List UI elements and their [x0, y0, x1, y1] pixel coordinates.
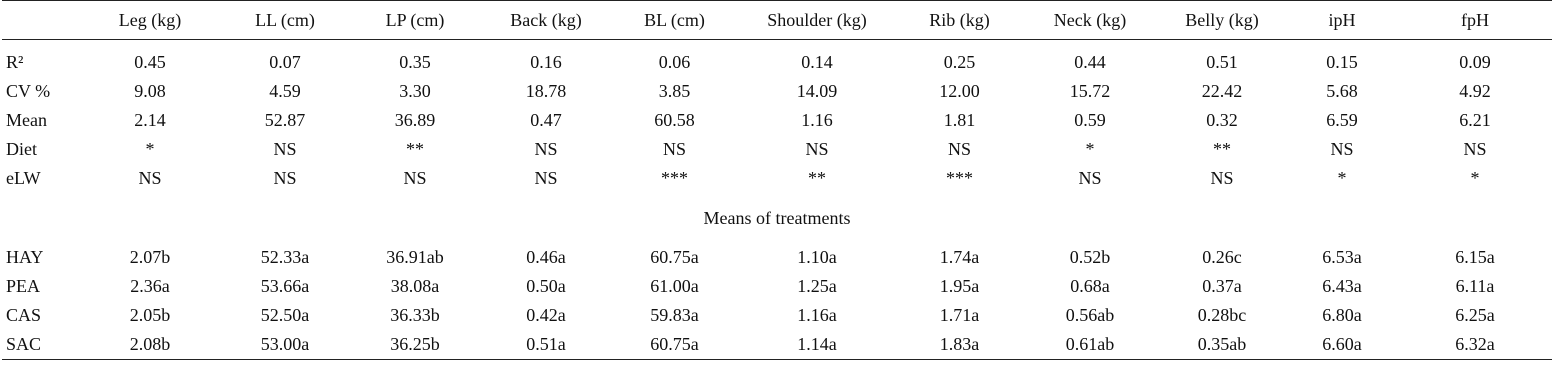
table-cell: 6.11a — [1455, 276, 1495, 296]
table-cell: 1.14a — [737, 330, 897, 360]
table-row — [2, 272, 1552, 301]
table-cell: 60.58 — [654, 110, 695, 130]
table-cell: 6.59 — [1326, 110, 1358, 130]
table-cell: 61.00a — [650, 276, 699, 296]
table-cell: 0.14 — [801, 52, 833, 72]
table-cell: NS — [947, 139, 971, 159]
stats-row-label: eLW — [6, 168, 41, 188]
table-cell: 53.00a — [220, 330, 350, 360]
table-cell: * — [1470, 168, 1480, 188]
table-cell: 0.15 — [1326, 52, 1358, 72]
table-cell: 0.16 — [530, 52, 562, 72]
table-row — [2, 135, 1552, 164]
table-cell: 59.83a — [650, 305, 699, 325]
table-cell: 6.53a — [1322, 247, 1362, 267]
table-cell: 0.26c — [1202, 247, 1242, 267]
results-table — [2, 0, 1552, 360]
table-cell: 0.06 — [658, 52, 691, 72]
header-iph: ipH — [1286, 1, 1398, 40]
header-neck: Neck (kg) — [1022, 1, 1158, 40]
table-cell: 2.07b — [129, 247, 171, 267]
table-cell: 1.25a — [797, 276, 837, 296]
table-cell: 0.46a — [526, 247, 566, 267]
header-bl: BL (cm) — [612, 1, 737, 40]
table-cell: 0.52b — [1069, 247, 1111, 267]
table-cell: 0.44 — [1074, 52, 1106, 72]
table-cell: ** — [808, 168, 826, 188]
table-cell: 0.35ab — [1158, 330, 1286, 360]
stats-row-label: Mean — [6, 110, 47, 130]
table-cell: 0.25 — [943, 52, 976, 72]
treatment-row-label: HAY — [6, 247, 44, 267]
table-cell: *** — [946, 168, 973, 188]
table-cell: 0.37a — [1202, 276, 1242, 296]
table-cell: 53.66a — [260, 276, 310, 296]
table-cell: ** — [1213, 139, 1231, 159]
table-cell: 38.08a — [390, 276, 440, 296]
table-cell: 0.68a — [1070, 276, 1110, 296]
table-cell: 0.50a — [526, 276, 566, 296]
header-cell-0 — [2, 1, 80, 40]
table-cell: 1.16a — [797, 305, 837, 325]
section-row — [2, 193, 1552, 243]
table-cell: 4.92 — [1459, 81, 1491, 101]
treatment-row-label: PEA — [6, 276, 41, 296]
table-cell: 52.50a — [260, 305, 310, 325]
table-cell: NS — [1463, 139, 1487, 159]
table-cell: 6.32a — [1398, 330, 1552, 360]
stats-row-label: R² — [6, 52, 24, 72]
table-cell: NS — [273, 168, 297, 188]
table-cell: 0.61ab — [1022, 330, 1158, 360]
table-row — [2, 301, 1552, 330]
table-cell: 6.60a — [1286, 330, 1398, 360]
table-cell: 1.10a — [797, 247, 837, 267]
table-cell: 22.42 — [1201, 81, 1243, 101]
table-row — [2, 164, 1552, 193]
table-cell: 52.33a — [260, 247, 310, 267]
table-cell: 0.32 — [1206, 110, 1238, 130]
table-cell: NS — [138, 168, 162, 188]
stats-row-label: Diet — [6, 139, 37, 159]
header-row — [2, 1, 1552, 40]
table-cell: 0.45 — [134, 52, 166, 72]
table-cell: 4.59 — [269, 81, 301, 101]
table-cell: 12.00 — [939, 81, 980, 101]
table-cell: 0.09 — [1459, 52, 1491, 72]
table-cell: 36.25b — [350, 330, 480, 360]
table-cell: NS — [1078, 168, 1102, 188]
table-cell: 18.78 — [525, 81, 567, 101]
header-ll: LL (cm) — [220, 1, 350, 40]
table-cell: 1.83a — [897, 330, 1022, 360]
table-cell: 6.15a — [1455, 247, 1495, 267]
table-cell: NS — [273, 139, 297, 159]
table-cell: 1.74a — [939, 247, 980, 267]
table-cell: 0.56ab — [1065, 305, 1115, 325]
section-title: Means of treatments — [703, 207, 851, 228]
table-cell: 52.87 — [264, 110, 306, 130]
header-belly: Belly (kg) — [1158, 1, 1286, 40]
header-rib: Rib (kg) — [897, 1, 1022, 40]
table-cell: * — [1085, 139, 1095, 159]
table-cell: 0.59 — [1074, 110, 1106, 130]
table-cell: 15.72 — [1069, 81, 1111, 101]
table-cell: 60.75a — [650, 247, 699, 267]
table-cell: 5.68 — [1326, 81, 1358, 101]
table-cell: 6.25a — [1455, 305, 1495, 325]
table-cell: 36.89 — [394, 110, 436, 130]
stats-row-label: CV % — [6, 81, 51, 101]
table-cell: 6.80a — [1322, 305, 1362, 325]
table-cell: *** — [661, 168, 688, 188]
table-cell: 2.14 — [134, 110, 166, 130]
table-cell: 1.81 — [943, 110, 976, 130]
table-cell: NS — [1330, 139, 1354, 159]
table-cell: 1.16 — [801, 110, 833, 130]
table-cell: NS — [403, 168, 427, 188]
table-cell: 0.47 — [530, 110, 562, 130]
table-cell: 60.75a — [612, 330, 737, 360]
header-leg: Leg (kg) — [80, 1, 220, 40]
header-lp: LP (cm) — [350, 1, 480, 40]
table-cell: 3.30 — [399, 81, 431, 101]
table-cell: 2.05b — [129, 305, 171, 325]
table-cell: * — [1337, 168, 1347, 188]
table-cell: NS — [1210, 168, 1234, 188]
table-cell: 3.85 — [658, 81, 691, 101]
table-cell: 0.35 — [399, 52, 431, 72]
table-cell: 0.51 — [1206, 52, 1238, 72]
table-cell: NS — [805, 139, 829, 159]
table-cell: NS — [534, 168, 558, 188]
table-cell: 9.08 — [134, 81, 166, 101]
table-cell: NS — [534, 139, 558, 159]
table-cell: 6.21 — [1459, 110, 1491, 130]
table-cell: ** — [406, 139, 424, 159]
table-cell: 0.42a — [526, 305, 566, 325]
header-shoulder: Shoulder (kg) — [737, 1, 897, 40]
treatment-row-label: SAC — [2, 330, 80, 360]
table-cell: 0.28bc — [1197, 305, 1247, 325]
table-row — [2, 77, 1552, 106]
header-back: Back (kg) — [480, 1, 612, 40]
table-row — [2, 243, 1552, 272]
table-cell: 14.09 — [796, 81, 838, 101]
header-fph: fpH — [1398, 1, 1552, 40]
table-cell: 1.71a — [939, 305, 980, 325]
table-cell: 36.91ab — [386, 247, 444, 267]
table-row — [2, 40, 1552, 78]
table-row — [2, 106, 1552, 135]
table-cell: 2.08b — [80, 330, 220, 360]
table-cell: 2.36a — [130, 276, 170, 296]
table-cell: 1.95a — [939, 276, 980, 296]
table-cell: NS — [662, 139, 686, 159]
table-row — [2, 330, 1552, 360]
table-cell: 0.51a — [480, 330, 612, 360]
table-cell: 0.07 — [269, 52, 301, 72]
table-cell: * — [145, 139, 155, 159]
treatment-row-label: CAS — [6, 305, 42, 325]
table-cell: 36.33b — [390, 305, 440, 325]
table-cell: 6.43a — [1322, 276, 1362, 296]
